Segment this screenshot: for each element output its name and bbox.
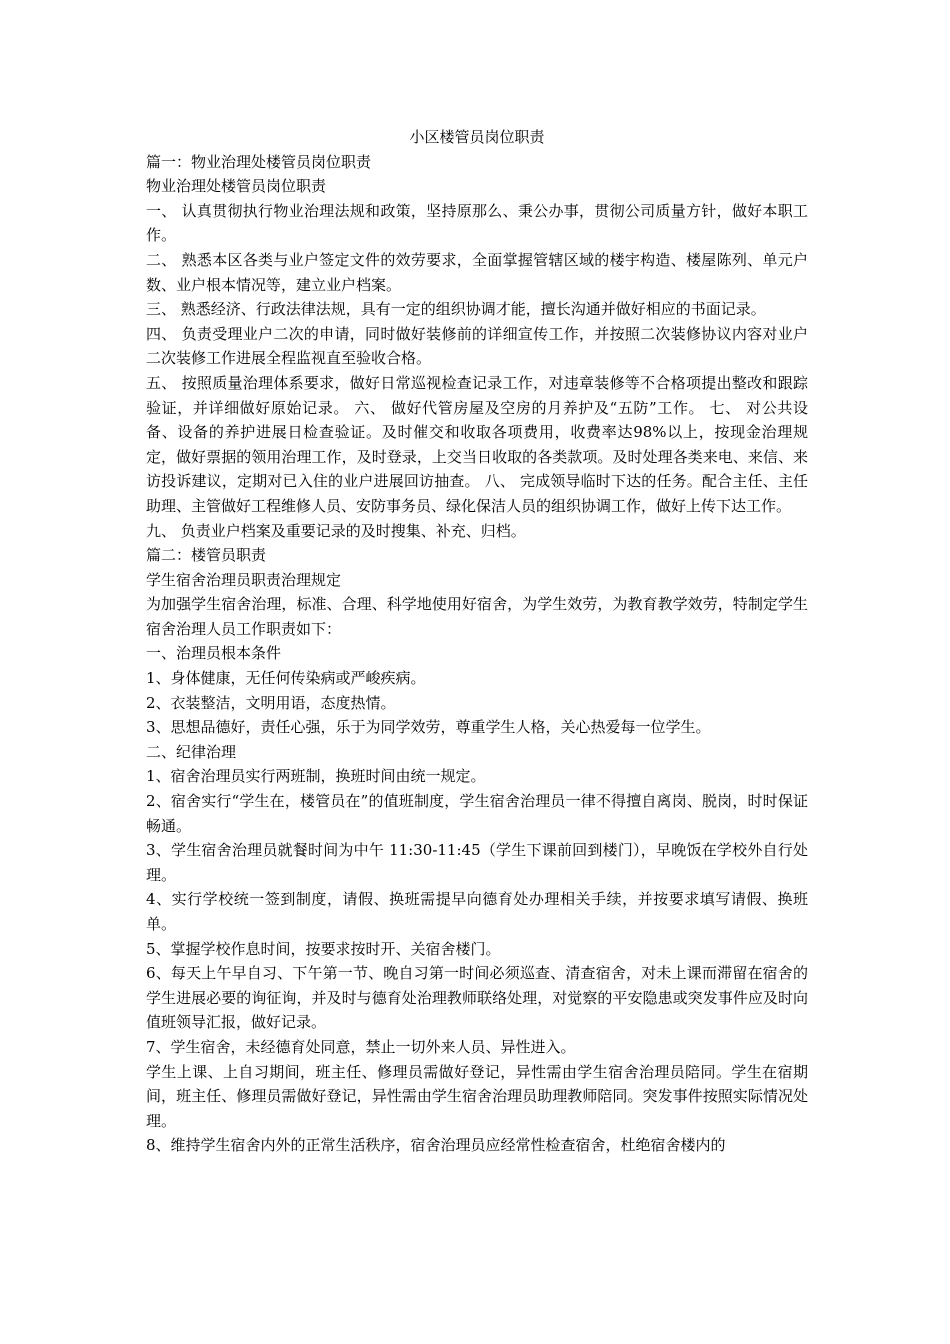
paragraph: 学生上课、上自习期间，班主任、修理员需做好登记，异性需由学生宿舍治理员陪同。学生在宿期间，班主任、修理员需做好登记，异性需由学生宿舍治理员助理教师陪同。突发事件按照实际情况处理。 bbox=[146, 1062, 808, 1130]
paragraph: 5、掌握学校作息时间，按要求按时开、关宿舍楼门。 bbox=[146, 939, 501, 958]
paragraph: 3、思想品德好，责任心强，乐于为同学效劳，尊重学生人格，关心热爱每一位学生。 bbox=[146, 718, 711, 737]
paragraph: 学生宿舍治理员职责治理规定 bbox=[146, 570, 342, 589]
paragraph: 篇一：物业治理处楼管员岗位职责 bbox=[146, 152, 372, 171]
paragraph: 二、 熟悉本区各类与业户签定文件的效劳要求，全面掌握管辖区域的楼宇构造、楼屋陈列、单元户数、业户根本情况等，建立业户档案。 bbox=[146, 250, 808, 294]
section-heading: 篇二：楼管员职责 bbox=[146, 546, 267, 565]
paragraph: 8、维持学生宿舍内外的正常生活秩序，宿舍治理员应经常性检查宿舍，杜绝宿舍楼内的 bbox=[146, 1136, 726, 1155]
paragraph: 一、治理员根本条件 bbox=[146, 644, 282, 663]
paragraph: 1、身体健康，无任何传染病或严峻疾病。 bbox=[146, 669, 426, 688]
paragraph: 九、 负责业户档案及重要记录的及时搜集、补充、归档。 bbox=[146, 521, 526, 540]
paragraph: 3、学生宿舍治理员就餐时间为中午 11:30-11:45（学生下课前回到楼门），早晚饭在学校外自行处理。 bbox=[146, 841, 808, 884]
paragraph: 五、 按照质量治理体系要求，做好日常巡视检查记录工作，对违章装修等不合格项提出整改和跟踪验证，并详细做好原始记录。 六、 做好代管房屋及空房的月养护及“五防”工作。 七、 对公共设备、设备的养护进展日检查验证。及时催交和收取各项费用，收费率达98%以上，按现金治理规定，做好票据的领用治理工作，及时登录，上交当日收取的各类款项。及时处理各类来电、来信、来访投诉建议，定期对已入住的业户进展回访抽查。 八、 完成领导临时下达的任务。配合主任、主任助理、主管做好工程维修人员、安防事务员、绿化保洁人员的组织协调工作，做好上传下达工作。 bbox=[146, 373, 808, 515]
paragraph: 三、 熟悉经济、行政法律法规，具有一定的组织协调才能，擅长沟通并做好相应的书面记录。 bbox=[146, 300, 766, 319]
paragraph: 2、衣装整洁，文明用语，态度热情。 bbox=[146, 693, 396, 712]
paragraph: 2、宿舍实行“学生在，楼管员在”的值班制度，学生宿舍治理员一律不得擅自离岗、脱岗，时时保证畅通。 bbox=[146, 792, 808, 835]
document-page bbox=[146, 125, 808, 1158]
document-title: 小区楼管员岗位职责 bbox=[409, 128, 545, 146]
paragraph: 4、实行学校统一签到制度，请假、换班需提早向德育处办理相关手续，并按要求填写请假、换班单。 bbox=[146, 890, 808, 933]
paragraph: 二、纪律治理 bbox=[146, 742, 237, 761]
paragraph: 为加强学生宿舍治理，标准、合理、科学地使用好宿舍，为学生效劳，为教育教学效劳，特制定学生宿舍治理人员工作职责如下： bbox=[146, 595, 808, 638]
paragraph: 四、 负责受理业户二次的申请，同时做好装修前的详细宣传工作，并按照二次装修协议内容对业户二次装修工作进展全程监视直至验收合格。 bbox=[146, 324, 808, 368]
paragraph: 一、 认真贯彻执行物业治理法规和政策，坚持原那么、秉公办事，贯彻公司质量方针，做好本职工作。 bbox=[146, 201, 808, 245]
paragraph: 6、每天上午早自习、下午第一节、晚自习第一时间必须巡查、清查宿舍，对未上课而滞留在宿舍的学生进展必要的询征询，并及时与德育处治理教师联络处理，对觉察的平安隐患或突发事件应及时向值班领导汇报，做好记录。 bbox=[146, 964, 808, 1032]
paragraph: 物业治理处楼管员岗位职责 bbox=[146, 177, 327, 196]
paragraph: 1、宿舍治理员实行两班制，换班时间由统一规定。 bbox=[146, 767, 486, 786]
paragraph: 7、学生宿舍，未经德育处同意，禁止一切外来人员、异性进入。 bbox=[146, 1037, 576, 1056]
